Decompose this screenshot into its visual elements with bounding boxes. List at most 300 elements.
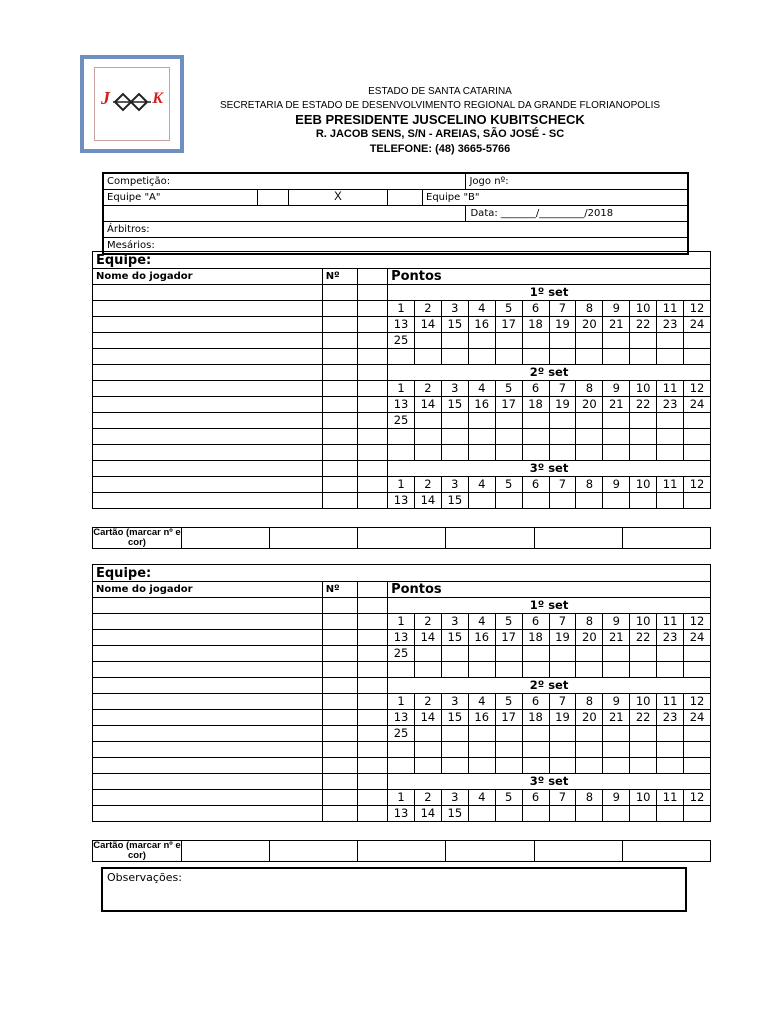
point-cell[interactable] xyxy=(630,429,657,445)
player-name-cell[interactable] xyxy=(93,285,323,301)
point-cell[interactable] xyxy=(603,662,630,678)
player-name-cell[interactable] xyxy=(93,349,323,365)
point-cell[interactable] xyxy=(522,742,549,758)
card-entry-cell[interactable] xyxy=(446,528,534,549)
point-cell[interactable] xyxy=(441,445,468,461)
point-cell[interactable] xyxy=(441,413,468,429)
player-name-cell[interactable] xyxy=(93,333,323,349)
arbitros-field[interactable]: Árbitros: xyxy=(103,222,688,238)
player-name-cell[interactable] xyxy=(93,742,323,758)
player-number-cell[interactable] xyxy=(322,646,357,662)
point-cell[interactable] xyxy=(549,726,576,742)
point-cell[interactable] xyxy=(684,493,711,509)
player-number-cell[interactable] xyxy=(322,726,357,742)
point-cell[interactable] xyxy=(468,333,495,349)
point-cell[interactable] xyxy=(684,646,711,662)
point-cell[interactable]: 21 xyxy=(603,710,630,726)
player-name-cell[interactable] xyxy=(93,461,323,477)
point-cell[interactable]: 11 xyxy=(657,477,684,493)
player-name-cell[interactable] xyxy=(93,630,323,646)
point-cell[interactable]: 7 xyxy=(549,301,576,317)
player-name-cell[interactable] xyxy=(93,397,323,413)
point-cell[interactable]: 9 xyxy=(603,477,630,493)
point-cell[interactable]: 22 xyxy=(630,397,657,413)
point-cell[interactable] xyxy=(388,445,415,461)
point-cell[interactable] xyxy=(657,806,684,822)
point-cell[interactable] xyxy=(576,806,603,822)
point-cell[interactable] xyxy=(468,646,495,662)
point-cell[interactable] xyxy=(468,726,495,742)
point-cell[interactable] xyxy=(468,758,495,774)
point-cell[interactable] xyxy=(549,758,576,774)
point-cell[interactable]: 14 xyxy=(414,806,441,822)
point-cell[interactable]: 9 xyxy=(603,694,630,710)
point-cell[interactable] xyxy=(549,806,576,822)
point-cell[interactable]: 6 xyxy=(522,381,549,397)
point-cell[interactable]: 1 xyxy=(388,477,415,493)
player-number-cell[interactable] xyxy=(322,301,357,317)
point-cell[interactable] xyxy=(630,726,657,742)
point-cell[interactable] xyxy=(495,349,522,365)
point-cell[interactable]: 9 xyxy=(603,381,630,397)
point-cell[interactable] xyxy=(576,413,603,429)
point-cell[interactable] xyxy=(388,429,415,445)
point-cell[interactable]: 1 xyxy=(388,790,415,806)
point-cell[interactable] xyxy=(522,758,549,774)
point-cell[interactable]: 8 xyxy=(576,381,603,397)
point-cell[interactable]: 14 xyxy=(414,493,441,509)
point-cell[interactable]: 11 xyxy=(657,790,684,806)
point-cell[interactable] xyxy=(414,445,441,461)
point-cell[interactable]: 24 xyxy=(684,710,711,726)
point-cell[interactable] xyxy=(684,333,711,349)
point-cell[interactable] xyxy=(630,646,657,662)
point-cell[interactable]: 24 xyxy=(684,397,711,413)
point-cell[interactable] xyxy=(414,413,441,429)
point-cell[interactable] xyxy=(441,662,468,678)
point-cell[interactable]: 10 xyxy=(630,477,657,493)
point-cell[interactable]: 23 xyxy=(657,710,684,726)
card-entry-cell[interactable] xyxy=(622,841,710,862)
point-cell[interactable]: 17 xyxy=(495,630,522,646)
card-entry-cell[interactable] xyxy=(534,841,622,862)
point-cell[interactable] xyxy=(495,333,522,349)
point-cell[interactable] xyxy=(630,333,657,349)
player-number-cell[interactable] xyxy=(322,317,357,333)
player-name-cell[interactable] xyxy=(93,429,323,445)
player-number-cell[interactable] xyxy=(322,758,357,774)
point-cell[interactable] xyxy=(414,646,441,662)
point-cell[interactable]: 7 xyxy=(549,694,576,710)
point-cell[interactable]: 14 xyxy=(414,630,441,646)
player-name-cell[interactable] xyxy=(93,678,323,694)
player-number-cell[interactable] xyxy=(322,349,357,365)
player-name-cell[interactable] xyxy=(93,493,323,509)
point-cell[interactable]: 2 xyxy=(414,614,441,630)
point-cell[interactable] xyxy=(414,349,441,365)
point-cell[interactable] xyxy=(468,806,495,822)
point-cell[interactable] xyxy=(603,429,630,445)
point-cell[interactable] xyxy=(414,758,441,774)
point-cell[interactable]: 10 xyxy=(630,694,657,710)
point-cell[interactable]: 22 xyxy=(630,710,657,726)
player-name-cell[interactable] xyxy=(93,806,323,822)
point-cell[interactable] xyxy=(468,662,495,678)
card-entry-cell[interactable] xyxy=(182,841,270,862)
point-cell[interactable] xyxy=(468,349,495,365)
card-entry-cell[interactable] xyxy=(270,528,358,549)
point-cell[interactable] xyxy=(657,726,684,742)
point-cell[interactable] xyxy=(684,726,711,742)
point-cell[interactable]: 15 xyxy=(441,317,468,333)
point-cell[interactable]: 12 xyxy=(684,301,711,317)
point-cell[interactable] xyxy=(549,413,576,429)
point-cell[interactable] xyxy=(657,758,684,774)
point-cell[interactable]: 22 xyxy=(630,630,657,646)
point-cell[interactable]: 12 xyxy=(684,381,711,397)
player-number-cell[interactable] xyxy=(322,790,357,806)
point-cell[interactable]: 5 xyxy=(495,477,522,493)
point-cell[interactable]: 3 xyxy=(441,301,468,317)
card-entry-cell[interactable] xyxy=(358,841,446,862)
player-number-cell[interactable] xyxy=(322,493,357,509)
point-cell[interactable] xyxy=(495,662,522,678)
player-name-cell[interactable] xyxy=(93,710,323,726)
point-cell[interactable] xyxy=(576,662,603,678)
player-number-cell[interactable] xyxy=(322,429,357,445)
point-cell[interactable] xyxy=(603,758,630,774)
point-cell[interactable] xyxy=(576,445,603,461)
point-cell[interactable]: 24 xyxy=(684,317,711,333)
player-number-cell[interactable] xyxy=(322,461,357,477)
point-cell[interactable] xyxy=(522,726,549,742)
point-cell[interactable] xyxy=(495,646,522,662)
player-number-cell[interactable] xyxy=(322,598,357,614)
player-name-cell[interactable] xyxy=(93,758,323,774)
point-cell[interactable]: 18 xyxy=(522,630,549,646)
player-name-cell[interactable] xyxy=(93,790,323,806)
point-cell[interactable]: 3 xyxy=(441,790,468,806)
player-number-cell[interactable] xyxy=(322,333,357,349)
player-name-cell[interactable] xyxy=(93,694,323,710)
point-cell[interactable]: 10 xyxy=(630,614,657,630)
point-cell[interactable]: 3 xyxy=(441,614,468,630)
point-cell[interactable] xyxy=(549,429,576,445)
point-cell[interactable]: 5 xyxy=(495,790,522,806)
point-cell[interactable] xyxy=(549,662,576,678)
point-cell[interactable]: 6 xyxy=(522,790,549,806)
point-cell[interactable]: 4 xyxy=(468,381,495,397)
point-cell[interactable] xyxy=(495,413,522,429)
point-cell[interactable]: 5 xyxy=(495,694,522,710)
data-field[interactable]: Data: _______/_________/2018 xyxy=(466,206,688,222)
point-cell[interactable] xyxy=(414,662,441,678)
player-number-cell[interactable] xyxy=(322,413,357,429)
point-cell[interactable]: 23 xyxy=(657,397,684,413)
point-cell[interactable]: 8 xyxy=(576,614,603,630)
point-cell[interactable] xyxy=(522,646,549,662)
point-cell[interactable]: 11 xyxy=(657,694,684,710)
player-name-cell[interactable] xyxy=(93,301,323,317)
point-cell[interactable] xyxy=(414,333,441,349)
point-cell[interactable]: 11 xyxy=(657,614,684,630)
point-cell[interactable]: 13 xyxy=(388,806,415,822)
point-cell[interactable]: 14 xyxy=(414,317,441,333)
point-cell[interactable]: 16 xyxy=(468,317,495,333)
point-cell[interactable]: 23 xyxy=(657,630,684,646)
point-cell[interactable]: 2 xyxy=(414,301,441,317)
point-cell[interactable] xyxy=(495,445,522,461)
point-cell[interactable]: 4 xyxy=(468,477,495,493)
point-cell[interactable] xyxy=(522,333,549,349)
point-cell[interactable] xyxy=(468,493,495,509)
point-cell[interactable]: 21 xyxy=(603,317,630,333)
card-entry-cell[interactable] xyxy=(270,841,358,862)
player-number-cell[interactable] xyxy=(322,614,357,630)
point-cell[interactable]: 15 xyxy=(441,806,468,822)
point-cell[interactable]: 20 xyxy=(576,397,603,413)
point-cell[interactable] xyxy=(657,493,684,509)
player-name-cell[interactable] xyxy=(93,477,323,493)
player-name-cell[interactable] xyxy=(93,413,323,429)
point-cell[interactable]: 22 xyxy=(630,317,657,333)
point-cell[interactable] xyxy=(495,493,522,509)
point-cell[interactable] xyxy=(441,758,468,774)
player-number-cell[interactable] xyxy=(322,477,357,493)
point-cell[interactable] xyxy=(522,445,549,461)
point-cell[interactable]: 13 xyxy=(388,317,415,333)
card-entry-cell[interactable] xyxy=(622,528,710,549)
point-cell[interactable]: 17 xyxy=(495,710,522,726)
point-cell[interactable] xyxy=(495,726,522,742)
point-cell[interactable]: 4 xyxy=(468,614,495,630)
point-cell[interactable]: 25 xyxy=(388,726,415,742)
point-cell[interactable] xyxy=(630,445,657,461)
point-cell[interactable] xyxy=(603,413,630,429)
point-cell[interactable]: 10 xyxy=(630,381,657,397)
point-cell[interactable]: 2 xyxy=(414,477,441,493)
player-name-cell[interactable] xyxy=(93,365,323,381)
point-cell[interactable]: 3 xyxy=(441,477,468,493)
point-cell[interactable] xyxy=(441,646,468,662)
observacoes-box[interactable]: Observações: xyxy=(101,867,687,912)
card-entry-cell[interactable] xyxy=(182,528,270,549)
point-cell[interactable]: 12 xyxy=(684,694,711,710)
point-cell[interactable]: 8 xyxy=(576,301,603,317)
point-cell[interactable] xyxy=(495,806,522,822)
point-cell[interactable] xyxy=(657,413,684,429)
point-cell[interactable] xyxy=(522,429,549,445)
point-cell[interactable]: 9 xyxy=(603,301,630,317)
point-cell[interactable]: 16 xyxy=(468,630,495,646)
point-cell[interactable]: 13 xyxy=(388,710,415,726)
point-cell[interactable]: 19 xyxy=(549,317,576,333)
point-cell[interactable] xyxy=(576,349,603,365)
point-cell[interactable]: 20 xyxy=(576,317,603,333)
point-cell[interactable] xyxy=(630,758,657,774)
point-cell[interactable]: 7 xyxy=(549,381,576,397)
point-cell[interactable] xyxy=(684,445,711,461)
point-cell[interactable]: 21 xyxy=(603,630,630,646)
point-cell[interactable] xyxy=(549,493,576,509)
point-cell[interactable] xyxy=(522,806,549,822)
point-cell[interactable] xyxy=(576,493,603,509)
point-cell[interactable]: 25 xyxy=(388,646,415,662)
point-cell[interactable]: 3 xyxy=(441,381,468,397)
point-cell[interactable]: 8 xyxy=(576,477,603,493)
point-cell[interactable] xyxy=(657,742,684,758)
player-number-cell[interactable] xyxy=(322,694,357,710)
point-cell[interactable]: 9 xyxy=(603,614,630,630)
equipe-b-field[interactable]: Equipe "B" xyxy=(423,190,689,206)
point-cell[interactable]: 10 xyxy=(630,790,657,806)
point-cell[interactable]: 7 xyxy=(549,790,576,806)
point-cell[interactable] xyxy=(468,445,495,461)
point-cell[interactable]: 21 xyxy=(603,397,630,413)
point-cell[interactable]: 17 xyxy=(495,397,522,413)
point-cell[interactable]: 20 xyxy=(576,630,603,646)
point-cell[interactable] xyxy=(549,742,576,758)
player-name-cell[interactable] xyxy=(93,646,323,662)
point-cell[interactable] xyxy=(495,429,522,445)
point-cell[interactable]: 15 xyxy=(441,493,468,509)
point-cell[interactable]: 17 xyxy=(495,317,522,333)
point-cell[interactable]: 25 xyxy=(388,413,415,429)
point-cell[interactable]: 19 xyxy=(549,397,576,413)
point-cell[interactable] xyxy=(388,349,415,365)
point-cell[interactable]: 15 xyxy=(441,710,468,726)
jogo-field[interactable]: Jogo nº: xyxy=(466,173,688,190)
player-number-cell[interactable] xyxy=(322,774,357,790)
point-cell[interactable]: 1 xyxy=(388,381,415,397)
point-cell[interactable]: 23 xyxy=(657,317,684,333)
player-number-cell[interactable] xyxy=(322,381,357,397)
point-cell[interactable]: 5 xyxy=(495,301,522,317)
point-cell[interactable] xyxy=(684,806,711,822)
point-cell[interactable] xyxy=(603,349,630,365)
point-cell[interactable] xyxy=(522,413,549,429)
player-name-cell[interactable] xyxy=(93,614,323,630)
player-number-cell[interactable] xyxy=(322,285,357,301)
point-cell[interactable]: 5 xyxy=(495,381,522,397)
point-cell[interactable]: 6 xyxy=(522,694,549,710)
point-cell[interactable]: 9 xyxy=(603,790,630,806)
point-cell[interactable]: 19 xyxy=(549,630,576,646)
point-cell[interactable] xyxy=(603,726,630,742)
point-cell[interactable] xyxy=(603,742,630,758)
point-cell[interactable]: 16 xyxy=(468,397,495,413)
point-cell[interactable] xyxy=(630,493,657,509)
point-cell[interactable] xyxy=(603,333,630,349)
point-cell[interactable]: 13 xyxy=(388,397,415,413)
point-cell[interactable]: 16 xyxy=(468,710,495,726)
point-cell[interactable] xyxy=(684,758,711,774)
point-cell[interactable] xyxy=(657,333,684,349)
point-cell[interactable]: 14 xyxy=(414,397,441,413)
point-cell[interactable] xyxy=(549,333,576,349)
point-cell[interactable] xyxy=(657,429,684,445)
point-cell[interactable]: 6 xyxy=(522,477,549,493)
team-title[interactable]: Equipe: xyxy=(93,565,711,582)
point-cell[interactable] xyxy=(522,349,549,365)
point-cell[interactable] xyxy=(576,646,603,662)
player-number-cell[interactable] xyxy=(322,742,357,758)
point-cell[interactable] xyxy=(657,662,684,678)
point-cell[interactable]: 1 xyxy=(388,694,415,710)
point-cell[interactable]: 18 xyxy=(522,397,549,413)
point-cell[interactable] xyxy=(657,445,684,461)
score-a-cell[interactable] xyxy=(258,190,289,206)
player-number-cell[interactable] xyxy=(322,365,357,381)
card-entry-cell[interactable] xyxy=(446,841,534,862)
point-cell[interactable] xyxy=(576,742,603,758)
point-cell[interactable] xyxy=(657,349,684,365)
point-cell[interactable]: 15 xyxy=(441,397,468,413)
point-cell[interactable]: 14 xyxy=(414,710,441,726)
competicao-field[interactable]: Competição: xyxy=(103,173,466,190)
player-name-cell[interactable] xyxy=(93,662,323,678)
player-number-cell[interactable] xyxy=(322,806,357,822)
point-cell[interactable] xyxy=(414,742,441,758)
point-cell[interactable] xyxy=(388,758,415,774)
point-cell[interactable] xyxy=(630,662,657,678)
player-number-cell[interactable] xyxy=(322,630,357,646)
point-cell[interactable]: 4 xyxy=(468,790,495,806)
point-cell[interactable] xyxy=(522,662,549,678)
point-cell[interactable]: 6 xyxy=(522,301,549,317)
point-cell[interactable]: 25 xyxy=(388,333,415,349)
point-cell[interactable]: 15 xyxy=(441,630,468,646)
point-cell[interactable] xyxy=(684,429,711,445)
point-cell[interactable] xyxy=(630,806,657,822)
point-cell[interactable]: 19 xyxy=(549,710,576,726)
point-cell[interactable] xyxy=(576,758,603,774)
point-cell[interactable] xyxy=(603,493,630,509)
point-cell[interactable] xyxy=(576,333,603,349)
player-number-cell[interactable] xyxy=(322,445,357,461)
player-name-cell[interactable] xyxy=(93,445,323,461)
point-cell[interactable] xyxy=(576,726,603,742)
point-cell[interactable] xyxy=(468,413,495,429)
point-cell[interactable] xyxy=(495,742,522,758)
point-cell[interactable] xyxy=(388,742,415,758)
point-cell[interactable] xyxy=(495,758,522,774)
player-name-cell[interactable] xyxy=(93,381,323,397)
point-cell[interactable]: 4 xyxy=(468,694,495,710)
point-cell[interactable]: 18 xyxy=(522,710,549,726)
point-cell[interactable]: 2 xyxy=(414,790,441,806)
point-cell[interactable]: 2 xyxy=(414,694,441,710)
point-cell[interactable]: 20 xyxy=(576,710,603,726)
player-number-cell[interactable] xyxy=(322,397,357,413)
player-name-cell[interactable] xyxy=(93,317,323,333)
point-cell[interactable] xyxy=(441,429,468,445)
player-number-cell[interactable] xyxy=(322,662,357,678)
point-cell[interactable]: 1 xyxy=(388,301,415,317)
point-cell[interactable]: 12 xyxy=(684,790,711,806)
point-cell[interactable] xyxy=(684,413,711,429)
point-cell[interactable]: 12 xyxy=(684,614,711,630)
point-cell[interactable] xyxy=(630,413,657,429)
player-name-cell[interactable] xyxy=(93,774,323,790)
point-cell[interactable] xyxy=(684,742,711,758)
point-cell[interactable]: 13 xyxy=(388,630,415,646)
point-cell[interactable]: 8 xyxy=(576,790,603,806)
point-cell[interactable]: 11 xyxy=(657,381,684,397)
equipe-a-field[interactable]: Equipe "A" xyxy=(103,190,258,206)
score-b-cell[interactable] xyxy=(388,190,423,206)
point-cell[interactable] xyxy=(684,349,711,365)
